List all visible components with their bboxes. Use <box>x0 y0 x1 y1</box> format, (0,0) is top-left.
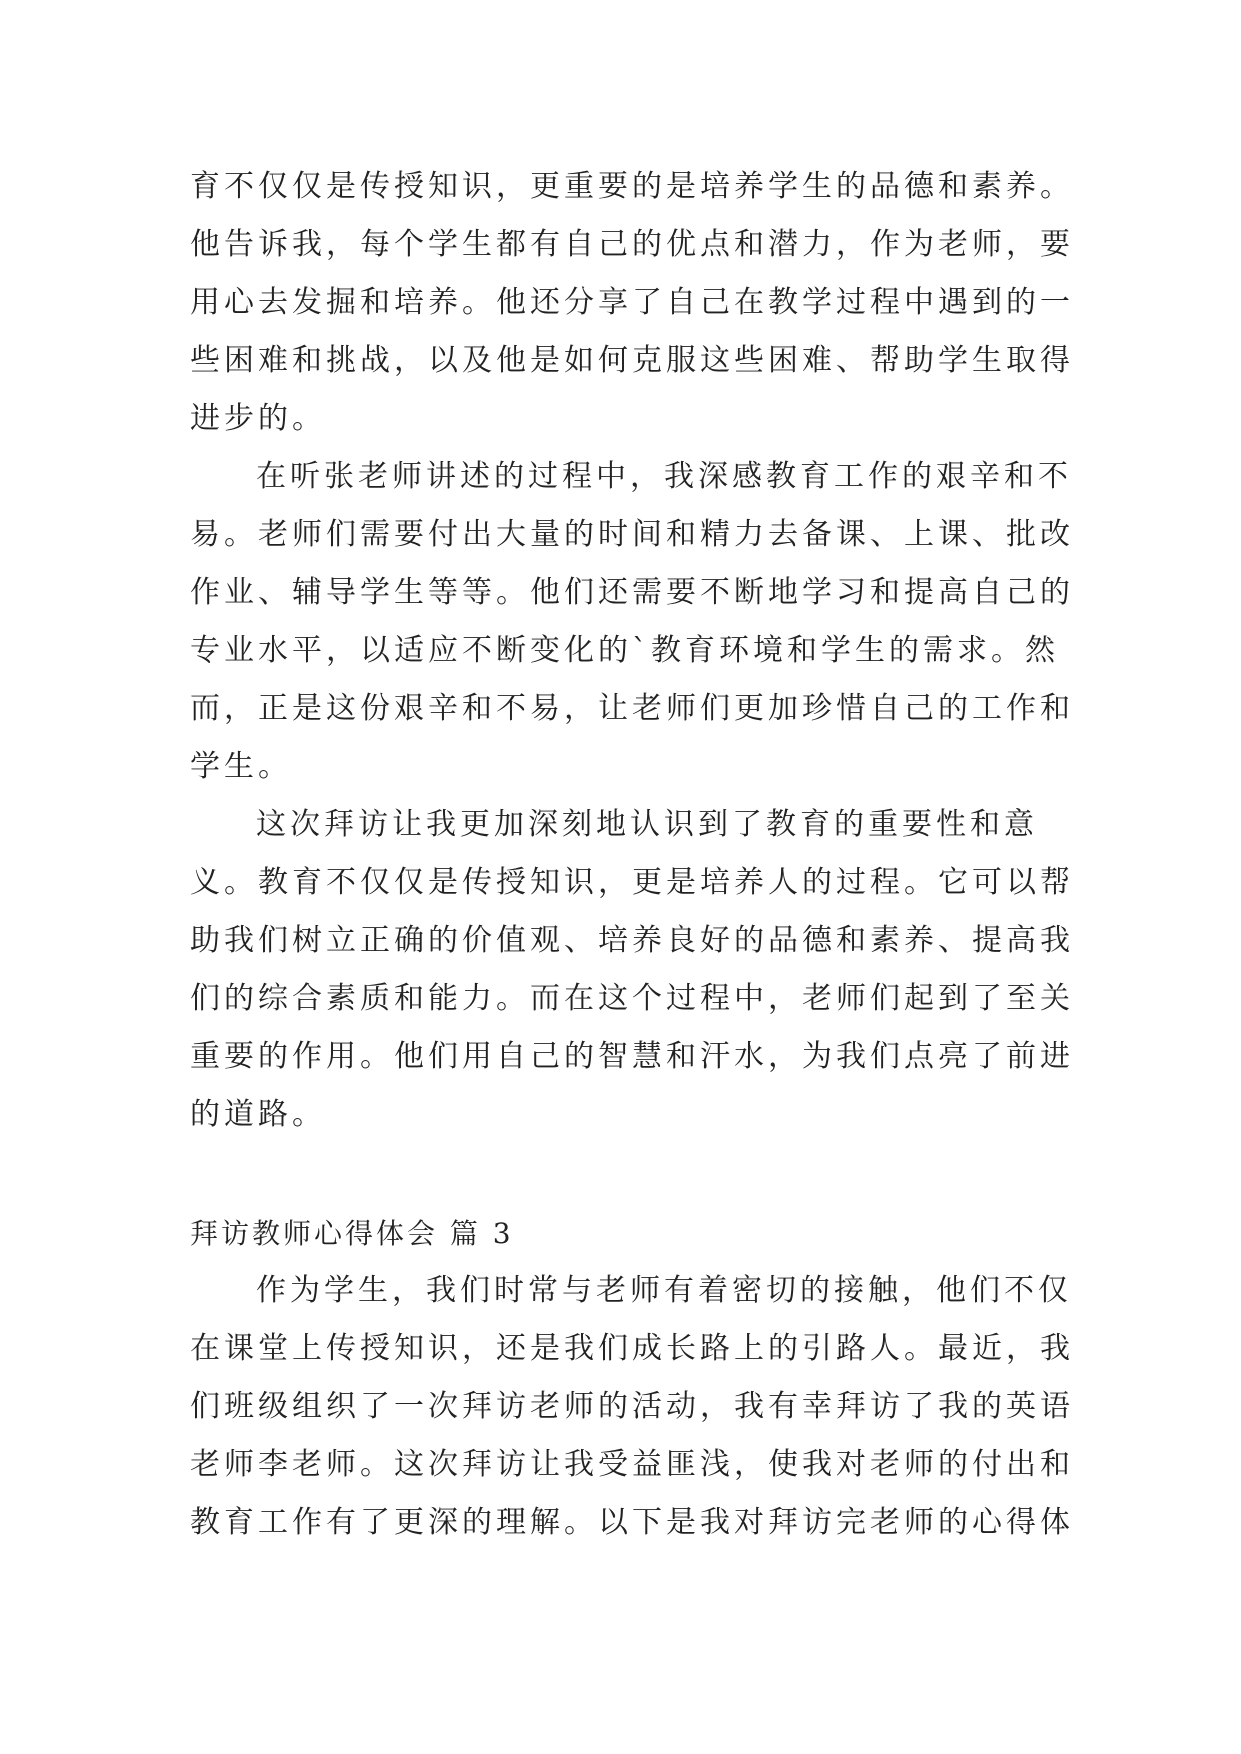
paragraph-line: 们的综合素质和能力。而在这个过程中，老师们起到了至关 <box>190 981 1074 1016</box>
paragraph-line: 义。教育不仅仅是传授知识，更是培养人的过程。它可以帮 <box>190 865 1074 900</box>
paragraph-line: 专业水平，以适应不断变化的`教育环境和学生的需求。然 <box>190 633 1059 668</box>
paragraph-line: 些困难和挑战，以及他是如何克服这些困难、帮助学生取得 <box>190 343 1074 378</box>
paragraph-line: 用心去发掘和培养。他还分享了自己在教学过程中遇到的一 <box>190 285 1074 320</box>
paragraph-line: 重要的作用。他们用自己的智慧和汗水，为我们点亮了前进 <box>190 1039 1074 1074</box>
paragraph-line: 教育工作有了更深的理解。以下是我对拜访完老师的心得体 <box>190 1505 1074 1540</box>
section-paragraph <box>190 1262 1074 1552</box>
paragraph-3 <box>190 796 1074 1144</box>
paragraph-line: 在课堂上传授知识，还是我们成长路上的引路人。最近，我 <box>190 1331 1074 1366</box>
paragraph-line: 作为学生，我们时常与老师有着密切的接触，他们不仅 <box>256 1273 1072 1308</box>
section-heading: 拜访教师心得体会 篇 3 <box>190 1217 514 1250</box>
paragraph-line: 助我们树立正确的价值观、培养良好的品德和素养、提高我 <box>190 923 1074 958</box>
paragraph-line: 进步的。 <box>190 401 326 436</box>
paragraph-line: 们班级组织了一次拜访老师的活动，我有幸拜访了我的英语 <box>190 1389 1074 1424</box>
paragraph-line: 这次拜访让我更加深刻地认识到了教育的重要性和意 <box>256 807 1038 842</box>
paragraph-line: 育不仅仅是传授知识，更重要的是培养学生的品德和素养。 <box>190 169 1074 204</box>
paragraph-2 <box>190 448 1074 796</box>
paragraph-line: 在听张老师讲述的过程中，我深感教育工作的艰辛和不 <box>256 459 1072 494</box>
paragraph-line: 老师李老师。这次拜访让我受益匪浅，使我对老师的付出和 <box>190 1447 1074 1482</box>
paragraph-line: 他告诉我，每个学生都有自己的优点和潜力，作为老师，要 <box>190 227 1074 262</box>
paragraph-line: 而，正是这份艰辛和不易，让老师们更加珍惜自己的工作和 <box>190 691 1074 726</box>
paragraph-line: 的道路。 <box>190 1097 326 1132</box>
paragraph-line: 作业、辅导学生等等。他们还需要不断地学习和提高自己的 <box>190 575 1074 610</box>
paragraph-1 <box>190 158 1074 448</box>
paragraph-line: 易。老师们需要付出大量的时间和精力去备课、上课、批改 <box>190 517 1074 552</box>
paragraph-line: 学生。 <box>190 749 292 784</box>
